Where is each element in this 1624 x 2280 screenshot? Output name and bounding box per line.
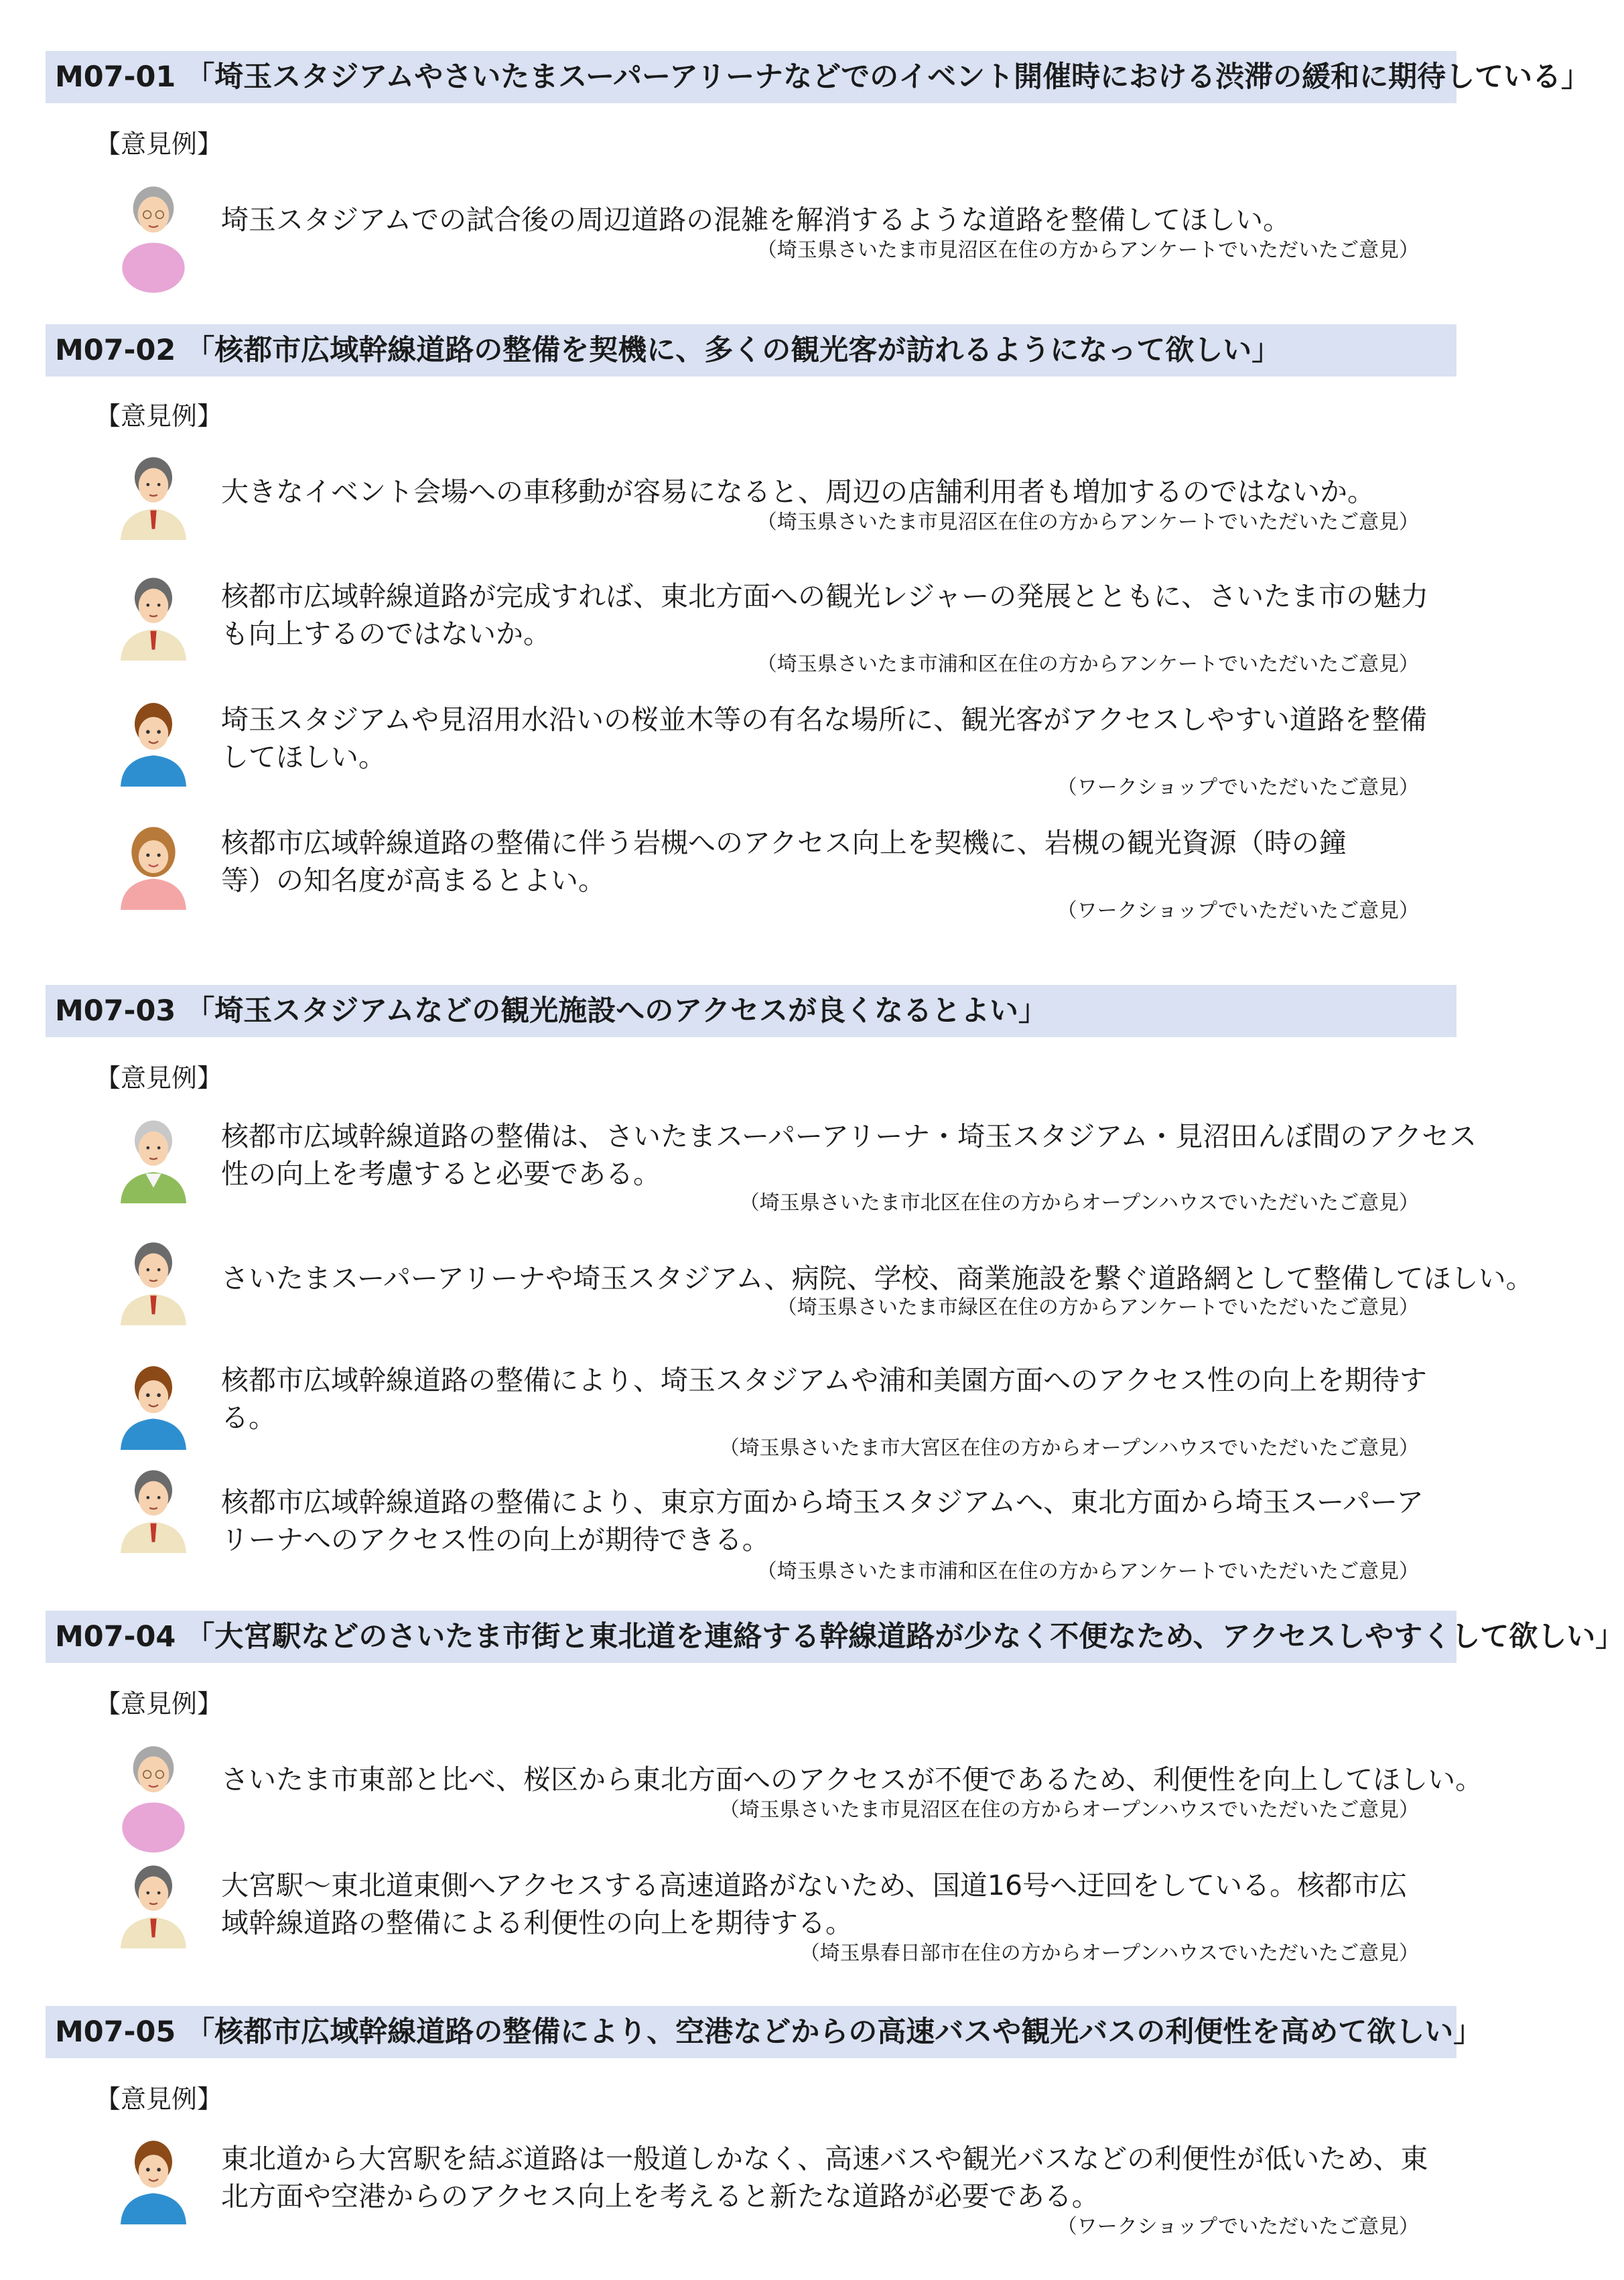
opinion-text: 大宮駅～東北道東側へアクセスする高速道路がないため、国道16号へ迂回をしている。核都市広 (221, 1869, 1408, 1901)
middle-aged-man-icon (114, 1459, 193, 1553)
example-label: 【意見例】 (95, 401, 223, 431)
opinion-source: （埼玉県さいたま市見沼区在住の方からアンケートでいただいたご意見） (756, 511, 1419, 534)
opinion-source: （埼玉県春日部市在住の方からオープンハウスでいただいたご意見） (799, 1942, 1419, 1965)
opinion-text: リーナへのアクセス性の向上が期待できる。 (221, 1524, 770, 1556)
section-heading: M07-01 「埼玉スタジアムやさいたまスーパーアリーナなどでのイベント開催時における渋滞の緩和に期待している」 (46, 51, 1457, 103)
middle-aged-man-icon (114, 1231, 193, 1325)
opinion-source: （埼玉県さいたま市大宮区在住の方からオープンハウスでいただいたご意見） (719, 1436, 1419, 1460)
section-heading: M07-03 「埼玉スタジアムなどの観光施設へのアクセスが良くなるとよい」 (46, 985, 1457, 1037)
opinion-source: （ワークショップでいただいたご意見） (1057, 2215, 1419, 2238)
opinion-text: 東北道から大宮駅を結ぶ道路は一般道しかなく、高速バスや観光バスなどの利便性が低いため、東 (221, 2143, 1428, 2175)
opinion-text: 等）の知名度が高まるとよい。 (221, 864, 606, 896)
opinion-source: （埼玉県さいたま市浦和区在住の方からアンケートでいただいたご意見） (756, 653, 1419, 676)
young-man-icon (114, 693, 193, 787)
middle-aged-man-icon (114, 567, 193, 661)
elderly-man-icon (114, 1110, 193, 1203)
opinion-text: 埼玉スタジアムでの試合後の周辺道路の混雑を解消するような道路を整備してほしい。 (221, 204, 1291, 236)
opinion-text: 核都市広域幹線道路の整備により、埼玉スタジアムや浦和美園方面へのアクセス性の向上を期待す (221, 1364, 1427, 1396)
opinion-text: 核都市広域幹線道路の整備に伴う岩槻へのアクセス向上を契機に、岩槻の観光資源（時の鐘 (221, 827, 1347, 859)
example-label: 【意見例】 (95, 1063, 223, 1093)
young-man-icon (114, 2131, 193, 2224)
opinion-text: 大きなイベント会場への車移動が容易になると、周辺の店舗利用者も増加するのではないか。 (221, 476, 1375, 508)
opinion-text: してほしい。 (221, 741, 386, 773)
opinion-source: （埼玉県さいたま市北区在住の方からオープンハウスでいただいたご意見） (739, 1191, 1419, 1215)
elderly-woman-icon (114, 1735, 193, 1829)
middle-aged-man-icon (114, 1855, 193, 1948)
example-label: 【意見例】 (95, 129, 223, 159)
young-woman-icon (114, 816, 193, 910)
opinion-text: 核都市広域幹線道路の整備は、さいたまスーパーアリーナ・埼玉スタジアム・見沼田んぼ間のアクセス (221, 1120, 1477, 1152)
opinion-text: 域幹線道路の整備による利便性の向上を期待する。 (221, 1907, 853, 1939)
opinion-source: （埼玉県さいたま市見沼区在住の方からアンケートでいただいたご意見） (756, 239, 1419, 262)
opinion-source: （埼玉県さいたま市浦和区在住の方からアンケートでいただいたご意見） (756, 1560, 1419, 1583)
opinion-text: さいたま市東部と比べ、桜区から東北方面へのアクセスが不便であるため、利便性を向上してほしい。 (221, 1763, 1483, 1796)
section-heading: M07-04 「大宮駅などのさいたま市街と東北道を連絡する幹線道路が少なく不便なため、アクセスしやすくして欲しい」 (46, 1611, 1457, 1663)
young-man-icon (114, 1356, 193, 1450)
opinion-text: 核都市広域幹線道路が完成すれば、東北方面への観光レジャーの発展とともに、さいたま市の魅力 (221, 580, 1429, 612)
example-label: 【意見例】 (95, 2084, 223, 2114)
opinion-text: る。 (221, 1402, 276, 1434)
middle-aged-man-icon (114, 446, 193, 540)
opinion-source: （埼玉県さいたま市緑区在住の方からアンケートでいただいたご意見） (776, 1296, 1419, 1319)
opinion-source: （ワークショップでいただいたご意見） (1057, 899, 1419, 923)
opinion-source: （ワークショップでいただいたご意見） (1057, 776, 1419, 799)
opinion-source: （埼玉県さいたま市見沼区在住の方からオープンハウスでいただいたご意見） (719, 1798, 1419, 1822)
opinion-text: 核都市広域幹線道路の整備により、東京方面から埼玉スタジアムへ、東北方面から埼玉スーパーア (221, 1486, 1424, 1518)
opinion-text: 性の向上を考慮すると必要である。 (221, 1158, 661, 1190)
opinion-text: さいたまスーパーアリーナや埼玉スタジアム、病院、学校、商業施設を繋ぐ道路網として整備してほしい。 (221, 1262, 1534, 1294)
elderly-woman-icon (114, 176, 193, 269)
section-heading: M07-02 「核都市広域幹線道路の整備を契機に、多くの観光客が訪れるようになって欲しい」 (46, 324, 1457, 377)
opinion-text: も向上するのではないか。 (221, 618, 551, 650)
opinion-text: 北方面や空港からのアクセス向上を考えると新たな道路が必要である。 (221, 2180, 1099, 2212)
opinion-text: 埼玉スタジアムや見沼用水沿いの桜並木等の有名な場所に、観光客がアクセスしやすい道路を整備 (221, 703, 1427, 736)
section-heading: M07-05 「核都市広域幹線道路の整備により、空港などからの高速バスや観光バスの利便性を高めて欲しい」 (46, 2006, 1457, 2058)
example-label: 【意見例】 (95, 1689, 223, 1719)
